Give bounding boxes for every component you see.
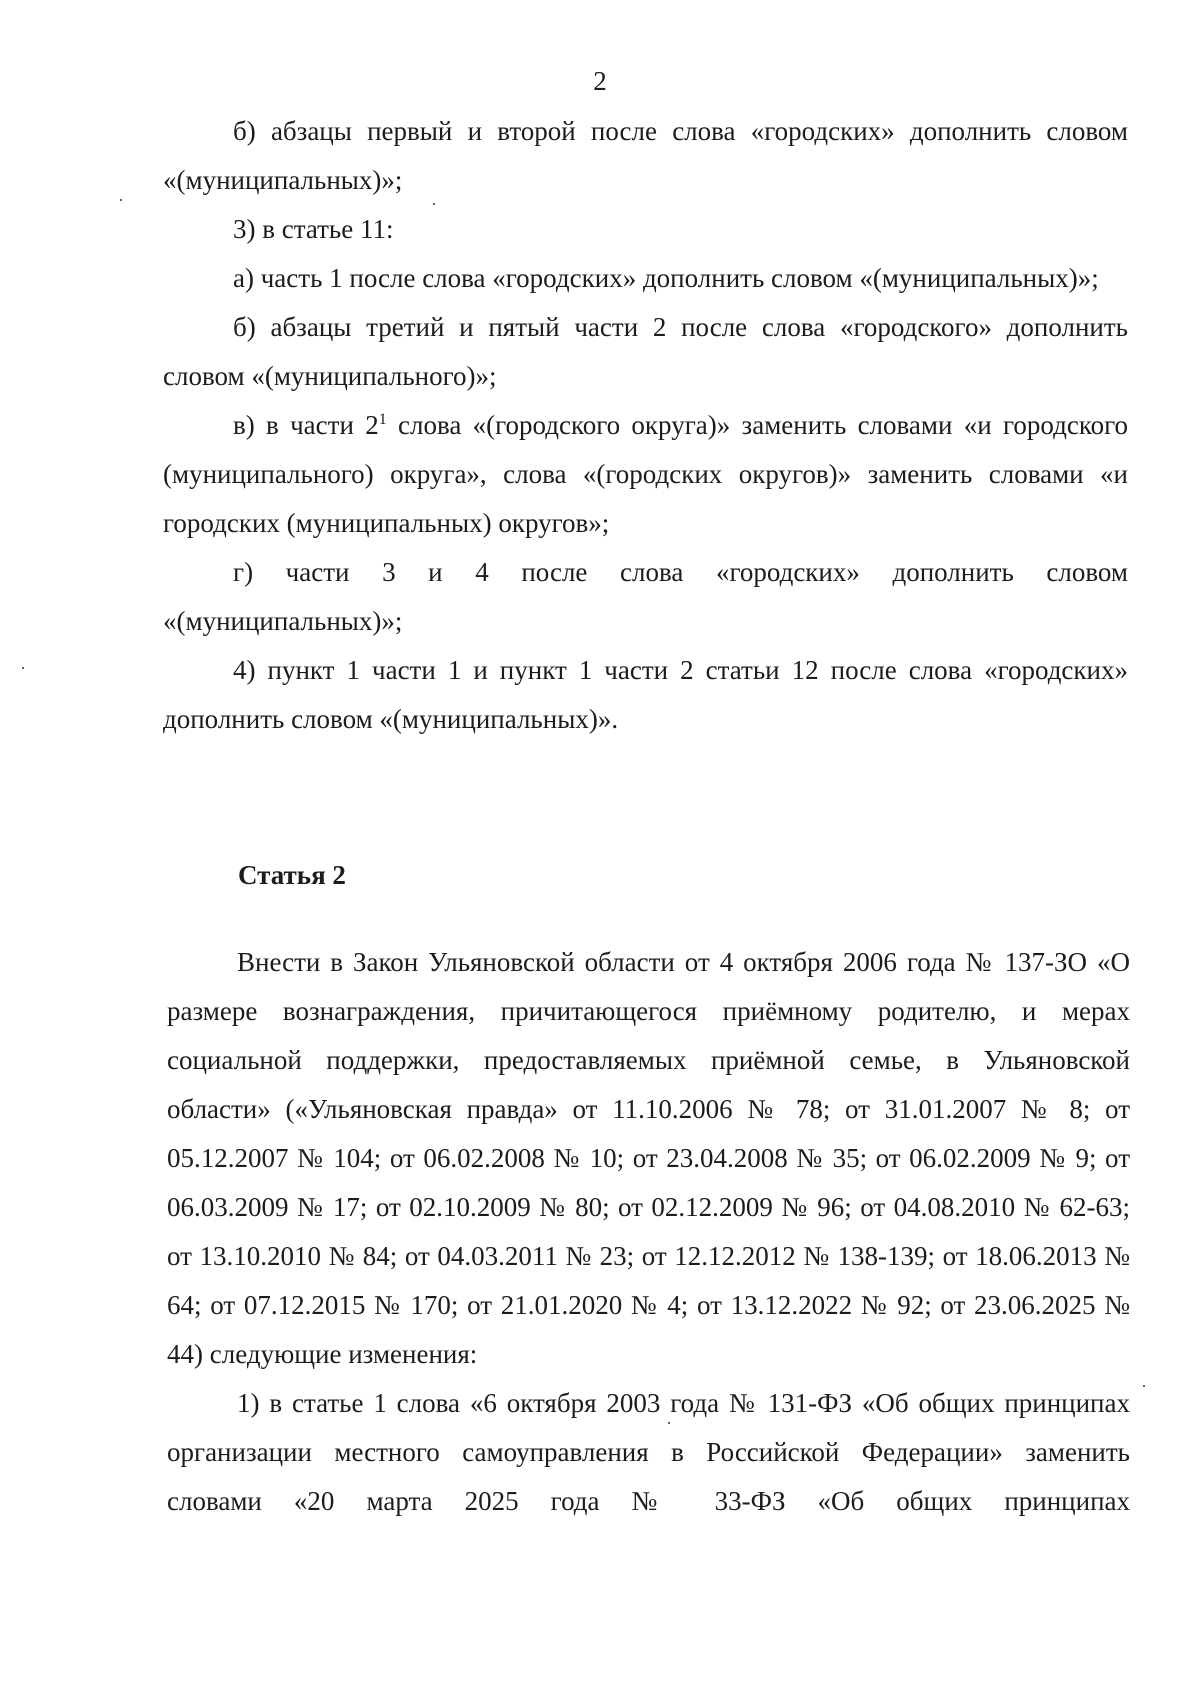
page-number: 2: [593, 66, 607, 96]
article-2-body: [167, 938, 1130, 1526]
paragraph-1-article-1: 1) в статье 1 слова «6 октября 2003 года № 131-ФЗ «Об общих принципах организации местного самоуправления в Российской Федерации» заменить словами «20 марта 2025 года № 33-ФЗ «Об общих принципах: [167, 1388, 1130, 1516]
superscript-number: 1: [378, 411, 387, 428]
amendments-list: [163, 107, 1128, 744]
paragraph-article-11: 3) в статье 11:: [233, 214, 394, 244]
scan-speck: [433, 203, 435, 205]
scan-speck: [120, 199, 122, 201]
paragraph-v-text-end: слова «(городского округа)» заменить словами «и городского (муниципального) округа», слова «(городских округов)» заменить словами «и городских (муниципальных) округов»;: [163, 410, 1128, 538]
paragraph-v-part-2-1: [163, 401, 1128, 548]
scan-speck: [668, 1422, 670, 1424]
scan-speck: [22, 667, 24, 669]
scan-speck: [1143, 1385, 1145, 1387]
paragraph-intro-law: Внести в Закон Ульяновской области от 4 октября 2006 года № 137-ЗО «О размере вознаграждения, причитающегося приёмному родителю, и мерах социальной поддержки, предоставляемых приёмной семье, в Ульяновской области» («Ульяновская правда» от 11.10.2006 № 78; от 31.01.2007 № 8; от 05.12.2007 № 104; от 06.02.2008 № 10; от 23.04.2008 № 35; от 06.02.2009 № 9; от 06.03.2009 № 17; от 02.10.2009 № 80; от 02.12.2009 № 96; от 04.08.2010 № 62-63; от 13.10.2010 № 84; от 04.03.2011 № 23; от 12.12.2012 № 138-139; от 18.06.2013 № 64; от 07.12.2015 № 170; от 21.01.2020 № 4; от 13.12.2022 № 92; от 23.06.2025 № 44) следующие изменения:: [167, 947, 1130, 1369]
paragraph-g-parts-3-4: г) части 3 и 4 после слова «городских» дополнить словом «(муниципальных)»;: [163, 557, 1128, 636]
paragraph-a-part-1: а) часть 1 после слова «городских» дополнить словом «(муниципальных)»;: [233, 263, 1099, 293]
paragraph-v-text-start: в) в части 2: [233, 410, 379, 440]
paragraph-4-article-12: 4) пункт 1 части 1 и пункт 1 части 2 статьи 12 после слова «городских» дополнить словом «(муниципальных)».: [163, 655, 1128, 734]
paragraph-b-third-fifth: б) абзацы третий и пятый части 2 после слова «городского» дополнить словом «(муниципального)»;: [163, 312, 1128, 391]
paragraph-b-first-second: б) абзацы первый и второй после слова «городских» дополнить словом «(муниципальных)»;: [163, 116, 1128, 195]
article-heading: Статья 2: [238, 860, 346, 890]
